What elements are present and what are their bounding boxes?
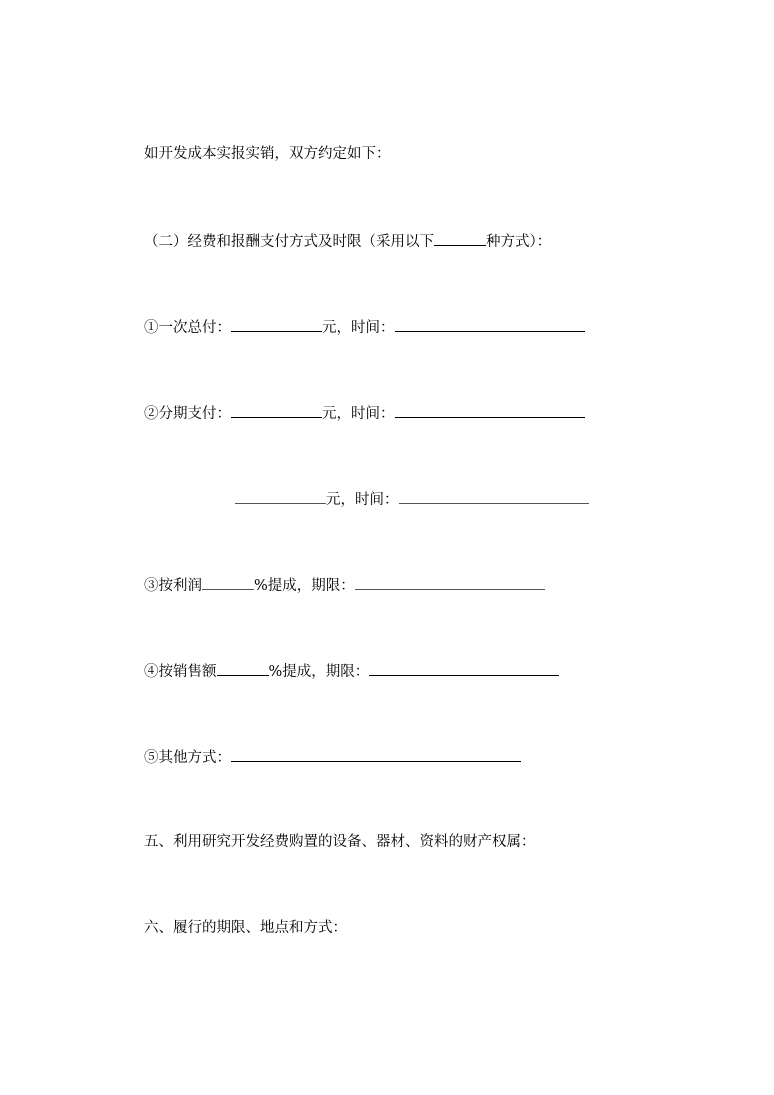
other-method-line [144, 746, 521, 768]
installment-yuan-time: 元，时间： [322, 406, 395, 422]
sales-percent-blank[interactable] [217, 660, 269, 676]
installment-line-2 [235, 488, 589, 510]
intro-text: 如开发成本实报实销，双方约定如下： [144, 146, 391, 162]
installment-amount-blank-2[interactable] [235, 488, 326, 504]
section-5-heading: 五、利用研究开发经费购置的设备、器材、资料的财产权属： [144, 834, 536, 850]
method-count-blank[interactable] [434, 230, 486, 246]
sales-label: ④按销售额 [144, 664, 217, 680]
profit-percent-term: %提成，期限： [254, 578, 355, 594]
lump-sum-time-blank[interactable] [395, 316, 585, 332]
section-6-heading: 六、履行的期限、地点和方式： [144, 920, 347, 936]
other-method-label: ⑤其他方式： [144, 750, 231, 766]
payment-heading-post: 种方式）： [486, 234, 552, 250]
payment-heading [144, 230, 551, 252]
sales-percent-term: %提成，期限： [268, 664, 370, 680]
sales-line [144, 660, 559, 682]
lump-sum-line [144, 316, 585, 338]
installment-line [144, 402, 585, 424]
installment-amount-blank[interactable] [231, 402, 322, 418]
installment-label: ②分期支付： [144, 406, 231, 422]
installment-time-blank[interactable] [395, 402, 585, 418]
profit-term-blank[interactable] [355, 574, 545, 590]
installment-time-blank-2[interactable] [399, 488, 589, 504]
lump-sum-amount-blank[interactable] [231, 316, 322, 332]
installment-yuan-time-2: 元，时间： [326, 492, 399, 508]
profit-label: ③按利润 [144, 578, 202, 594]
sales-term-blank[interactable] [369, 660, 559, 676]
other-method-blank[interactable] [231, 746, 521, 762]
payment-heading-pre: （二）经费和报酬支付方式及时限（采用以下 [144, 234, 434, 250]
profit-percent-blank[interactable] [202, 574, 254, 590]
lump-sum-label: ①一次总付： [144, 320, 231, 336]
profit-line [144, 574, 545, 596]
lump-sum-yuan-time: 元，时间： [322, 320, 395, 336]
